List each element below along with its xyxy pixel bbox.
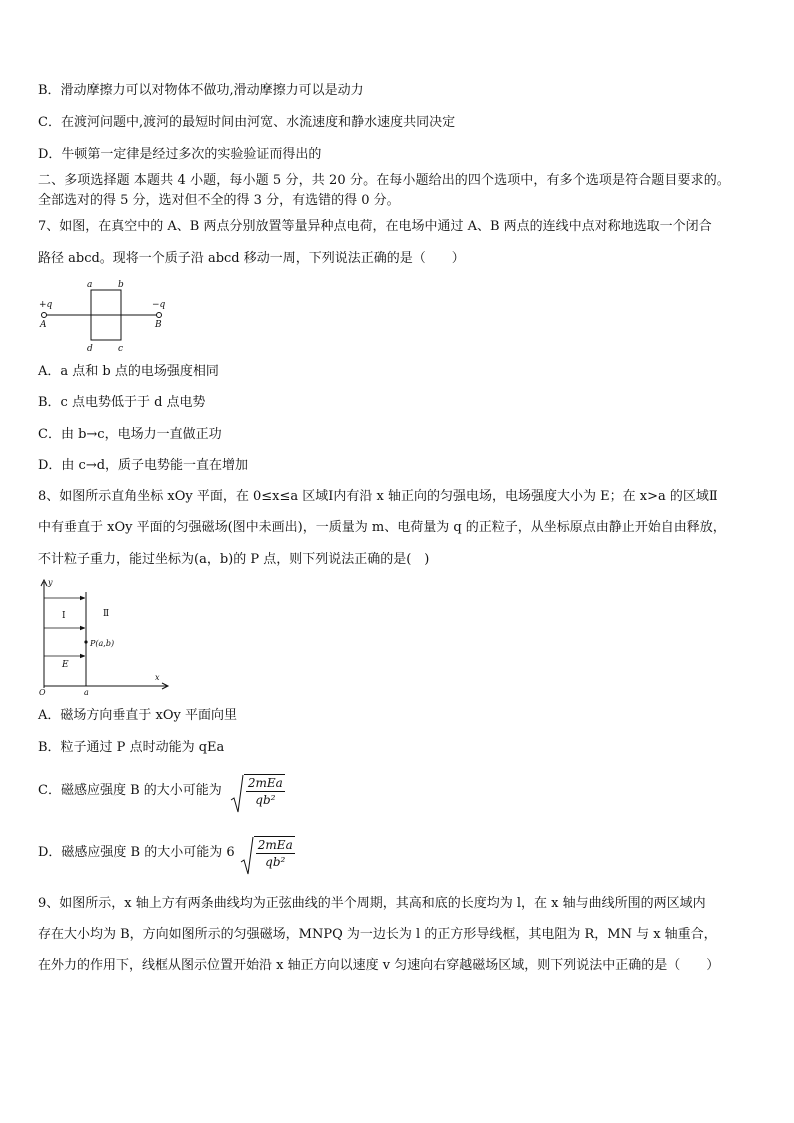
q7-label-b: b xyxy=(118,280,124,290)
q8-label-x: x xyxy=(155,673,160,682)
q8-option-c-text: C．磁感应强度 B 的大小可能为 xyxy=(38,783,222,798)
q7-label-c: c xyxy=(118,344,124,354)
q7-charge-b-point xyxy=(157,313,162,318)
q6-option-b: B．滑动摩擦力可以对物体不做功,滑动摩擦力可以是动力 xyxy=(38,83,364,98)
q8-label-y: y xyxy=(48,578,53,587)
q8-option-c-formula xyxy=(230,774,285,808)
q7-label-d: d xyxy=(87,344,93,354)
q8-stem-line3: 不计粒子重力，能过坐标为(a，b)的 P 点，则下列说法正确的是( ) xyxy=(38,552,430,567)
q8-option-c xyxy=(38,769,285,813)
q8-option-d-text: D．磁感应强度 B 的大小可能为 6 xyxy=(38,845,235,860)
q9-stem-line3: 在外力的作用下，线框从图示位置开始沿 x 轴正方向以速度 v 匀速向右穿越磁场区域，则下列说法中正确的是（ ） xyxy=(38,958,720,973)
q8-option-b: B．粒子通过 P 点时动能为 qEa xyxy=(38,740,225,755)
q7-label-minus-q: −q xyxy=(152,300,166,310)
q8-option-d-radical-sign xyxy=(240,836,254,876)
q8-option-d-denominator: qb² xyxy=(265,855,286,869)
q8-label-O: O xyxy=(39,688,46,696)
q8-option-c-radical-sign xyxy=(230,774,244,814)
q8-label-region-I: Ⅰ xyxy=(62,611,66,621)
q8-option-c-denominator: qb² xyxy=(255,793,276,807)
q6-option-c: C．在渡河问题中,渡河的最短时间由河宽、水流速度和静水速度共同决定 xyxy=(38,115,456,130)
q8-option-d-numerator: 2mEa xyxy=(257,838,293,852)
q7-option-a: A．a 点和 b 点的电场强度相同 xyxy=(38,364,219,379)
q7-label-B: B xyxy=(155,320,162,330)
q7-option-b: B．c 点电势低于于 d 点电势 xyxy=(38,395,206,410)
q9-stem-line1: 9、如图所示，x 轴上方有两条曲线均为正弦曲线的半个周期，其高和底的长度均为 l，在 x 轴与曲线所围的两区域内 xyxy=(38,896,706,911)
q8-option-d xyxy=(38,831,295,875)
q8-stem-line2: 中有垂直于 xOy 平面的匀强磁场(图中未画出)，一质量为 m、电荷量为 q 的正粒子，从坐标原点由静止开始自由释放， xyxy=(38,520,726,535)
q7-option-c: C．由 b→c，电场力一直做正功 xyxy=(38,427,222,442)
q8-label-P: P(a,b) xyxy=(90,639,115,648)
q8-option-c-numerator: 2mEa xyxy=(247,776,283,790)
q7-stem-line2: 路径 abcd。现将一个质子沿 abcd 移动一周，下列说法正确的是（ ） xyxy=(38,251,465,266)
q8-coordinate-diagram xyxy=(34,576,174,696)
q7-label-A: A xyxy=(40,320,47,330)
q8-stem-line1: 8、如图所示直角坐标 xOy 平面，在 0≤x≤a 区域Ⅰ内有沿 x 轴正向的匀强电场，电场强度大小为 E；在 x>a 的区域Ⅱ xyxy=(38,489,718,504)
q8-option-a: A．磁场方向垂直于 xOy 平面向里 xyxy=(38,708,237,723)
q8-option-d-formula xyxy=(240,836,295,870)
q8-field-arrow-1 xyxy=(80,596,85,600)
q8-label-E: E xyxy=(62,660,69,670)
section2-instruction-line2: 全部选对的得 5 分，选对但不全的得 3 分，有选错的得 0 分。 xyxy=(38,193,400,208)
q7-option-d: D．由 c→d，质子电势能一直在增加 xyxy=(38,458,249,473)
q7-charge-diagram xyxy=(36,280,176,356)
q7-stem-line1: 7、如图，在真空中的 A、B 两点分别放置等量异种点电荷，在电场中通过 A、B 两点的连线中点对称地选取一个闭合 xyxy=(38,219,712,234)
q8-label-a: a xyxy=(84,688,89,696)
q6-option-d: D．牛顿第一定律是经过多次的实验验证而得出的 xyxy=(38,147,322,162)
q8-field-arrow-3 xyxy=(80,654,85,658)
q8-point-P xyxy=(84,640,87,643)
q7-charge-a-point xyxy=(42,313,47,318)
section2-instruction-line1: 二、多项选择题 本题共 4 小题，每小题 5 分，共 20 分。在每小题给出的四个选项中，有多个选项是符合题目要求的。 xyxy=(38,173,730,188)
q7-label-plus-q: +q xyxy=(39,300,53,310)
q7-label-a: a xyxy=(87,280,93,290)
q8-field-arrow-2 xyxy=(80,626,85,630)
q9-stem-line2: 存在大小均为 B，方向如图所示的匀强磁场，MNPQ 为一边长为 l 的正方形导线框，其电阻为 R，MN 与 x 轴重合， xyxy=(38,927,717,942)
q8-label-region-II: Ⅱ xyxy=(103,609,110,619)
